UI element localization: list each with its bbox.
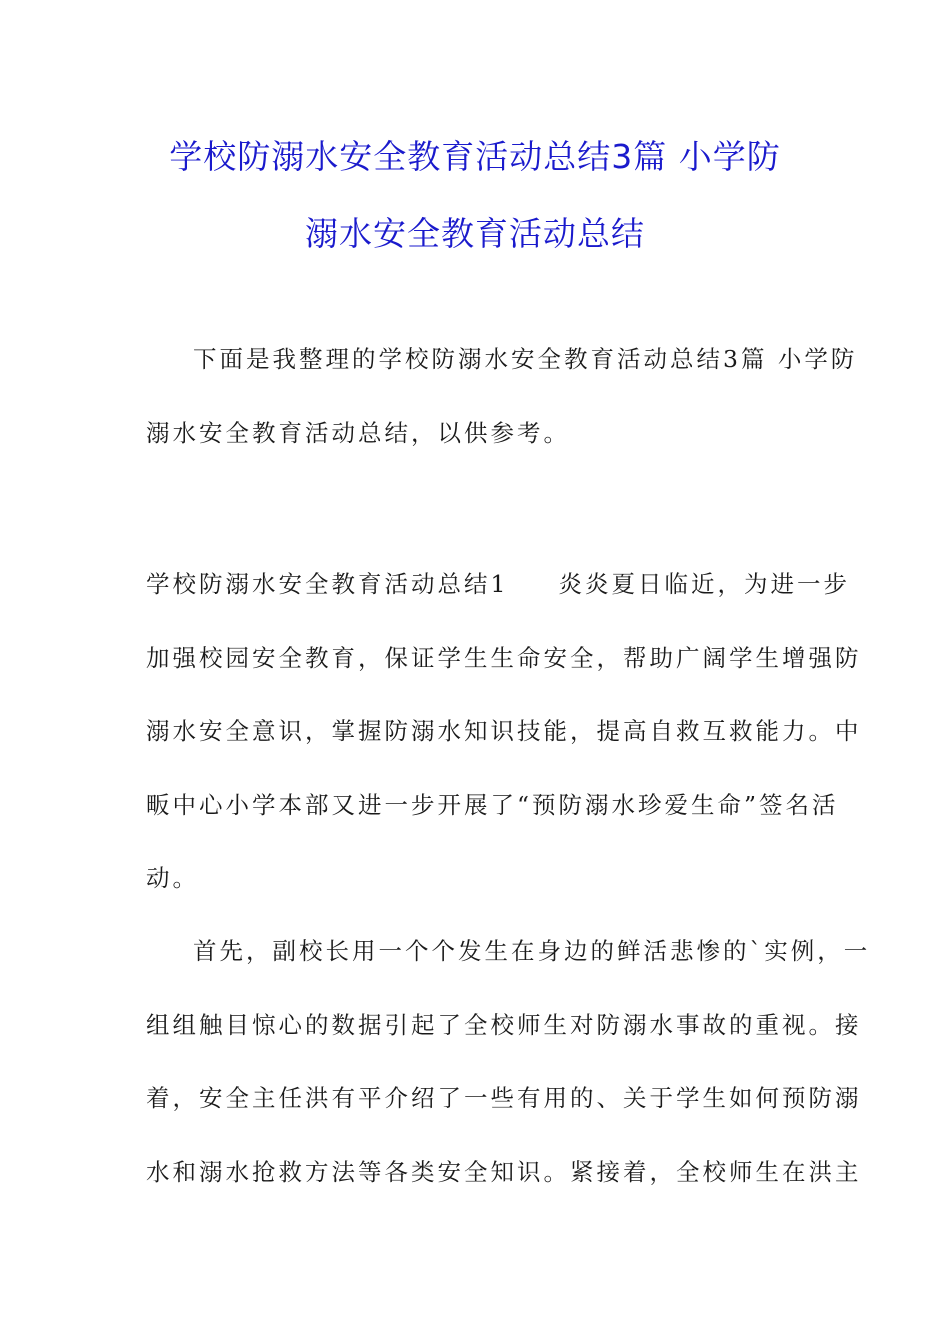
paragraph-line: 着，安全主任洪有平介绍了一些有用的、关于学生如何预防溺 [146, 1084, 862, 1112]
paragraph-line: 溺水安全教育活动总结，以供参考。 [146, 418, 570, 447]
paragraph-line [146, 548, 850, 622]
title-line: 溺水安全教育活动总结 [305, 214, 645, 253]
paragraph-line: 加强校园安全教育，保证学生生命安全，帮助广阔学生增强防 [146, 643, 862, 672]
paragraph-line: 下面是我整理的学校防溺水安全教育活动总结3篇 小学防 [193, 345, 858, 373]
section-1-paragraph [146, 548, 862, 916]
paragraph-line: 畈中心小学本部又进一步开展了“预防溺水珍爱生命”签名活 [146, 790, 839, 819]
document-title [100, 118, 850, 272]
title-line: 学校防溺水安全教育活动总结3篇 小学防 [169, 137, 781, 176]
paragraph-line: 溺水安全意识，掌握防溺水知识技能，提高自救互救能力。中 [146, 717, 862, 745]
intro-paragraph [146, 323, 858, 470]
paragraph-line: 动。 [146, 864, 199, 892]
paragraph-line: 首先，副校长用一个个发生在身边的鲜活悲惨的`实例，一 [193, 937, 871, 965]
paragraph-2 [146, 915, 871, 1209]
section-heading: 学校防溺水安全教育活动总结1 [146, 570, 509, 598]
paragraph-text: 炎炎夏日临近，为进一步 [558, 570, 850, 598]
paragraph-line: 组组触目惊心的数据引起了全校师生对防溺水事故的重视。接 [146, 1010, 862, 1039]
paragraph-line: 水和溺水抢救方法等各类安全知识。紧接着，全校师生在洪主 [146, 1157, 862, 1186]
